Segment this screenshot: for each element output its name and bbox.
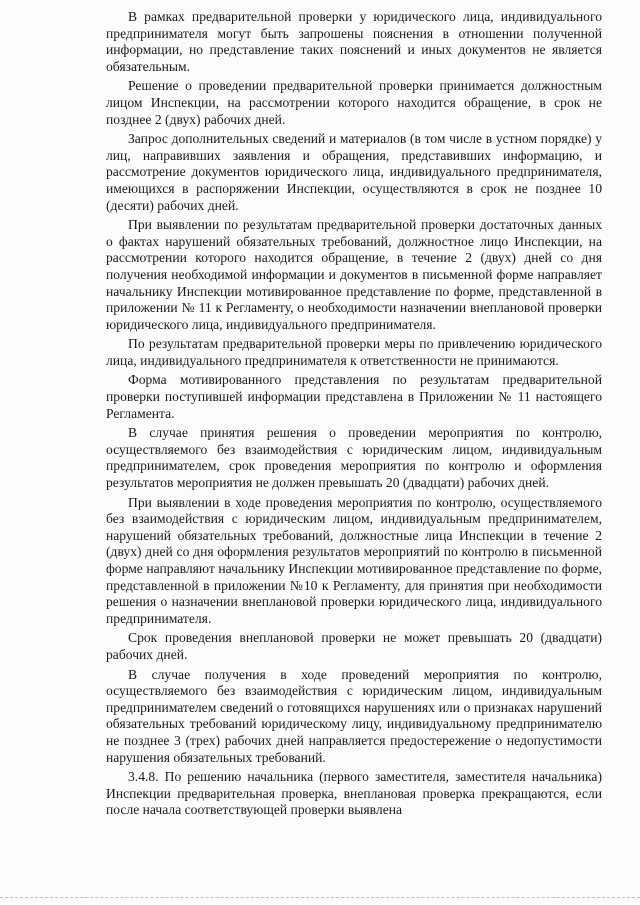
paragraph-6: Форма мотивированного представления по результатам предварительной проверки поступившей информации представлена в Приложении № 11 настоящего Регламента. — [106, 372, 602, 421]
paragraph-3: Запрос дополнительных сведений и материалов (в том числе в устном порядке) у лиц, направивших заявления и обращения, представивших информацию, и рассмотрение документов юридического лица, индивидуального предпринимателя, имеющихся в распоряжении Инспекции, осуществляются в срок не позднее 10 (десяти) рабочих дней. — [106, 131, 602, 213]
paragraph-4: При выявлении по результатам предварительной проверки достаточных данных о фактах нарушений обязательных требований, должностное лицо Инспекции, на рассмотрении которого находится обращение, в течение 2 (двух) дней со дня получения необходимой информации и документов в письменной форме направляет начальнику Инспекции мотивированное представление по форме, представленной в приложении № 11 к Регламенту, о необходимости назначении внеплановой проверки юридического лица, индивидуального предпринимателя. — [106, 217, 602, 332]
page-bottom-rule — [0, 897, 640, 898]
paragraph-2: Решение о проведении предварительной проверки принимается должностным лицом Инспекции, на рассмотрении которого находится обращение, в срок не позднее 2 (двух) рабочих дней. — [106, 78, 602, 127]
paragraph-1: В рамках предварительной проверки у юридического лица, индивидуального предпринимателя могут быть запрошены пояснения в отношении полученной информации, но представление таких пояснений и иных документов не является обязательным. — [106, 9, 602, 74]
paragraph-11: 3.4.8. По решению начальника (первого заместителя, заместителя начальника) Инспекции предварительная проверка, внеплановая проверка прекращаются, если после начала соответствующей проверки выявлена — [106, 769, 602, 818]
paragraph-9: Срок проведения внеплановой проверки не может превышать 20 (двадцати) рабочих дней. — [106, 630, 602, 662]
paragraph-5: По результатам предварительной проверки меры по привлечению юридического лица, индивидуального предпринимателя к ответственности не принимаются. — [106, 336, 602, 368]
paragraph-7: В случае принятия решения о проведении мероприятия по контролю, осуществляемого без взаимодействия с юридическим лицом, индивидуальным предпринимателем, срок проведения мероприятия по контролю и оформления результатов мероприятия не должен превышать 20 (двадцати) рабочих дней. — [106, 425, 602, 491]
document-body — [106, 9, 602, 819]
paragraph-10: В случае получения в ходе проведений мероприятия по контролю, осуществляемого без взаимодействия с юридическим лицом, индивидуальным предпринимателем сведений о готовящихся нарушениях или о признаках нарушений обязательных требований юридическому лицу, индивидуальному предпринимателю не позднее 3 (трех) рабочих дней направляется предостережение о недопустимости нарушения обязательных требований. — [106, 666, 602, 765]
paragraph-8: При выявлении в ходе проведения мероприятия по контролю, осуществляемого без взаимодействия с юридическим лицом, индивидуальным предпринимателем, нарушений обязательных требований, должностные лица Инспекции в течение 2 (двух) дней со дня оформления результатов мероприятий по контролю в письменной форме направляют начальнику Инспекции мотивированное представление по форме, представленной в приложении №10 к Регламенту, для принятия при необходимости решения о назначении внеплановой проверки юридического лица, индивидуального предпринимателя. — [106, 494, 602, 626]
